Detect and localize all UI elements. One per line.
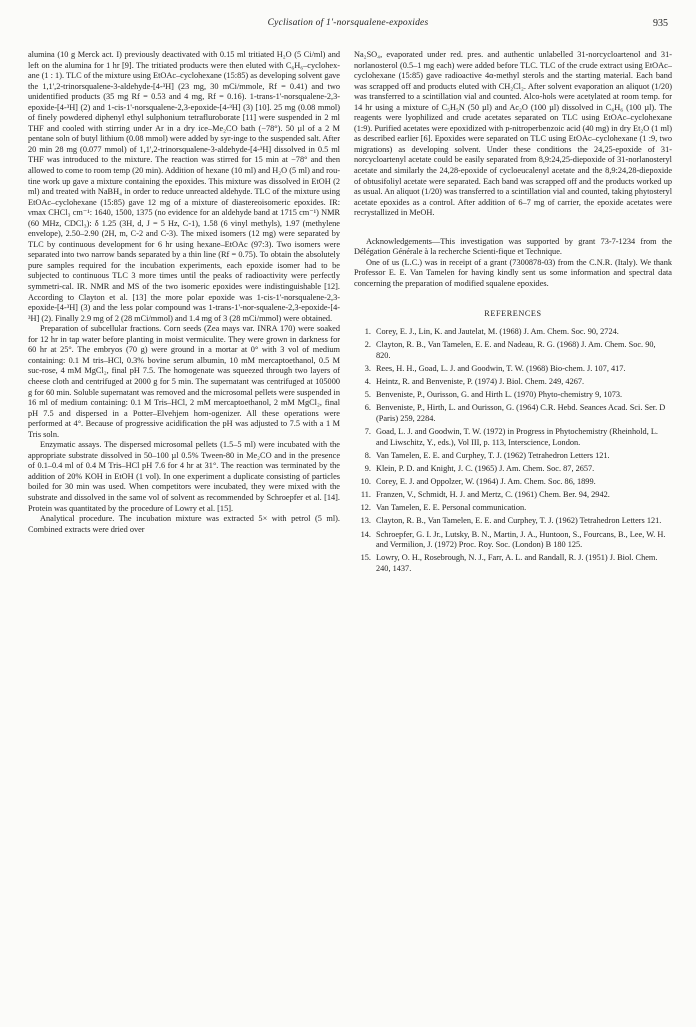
reference-item <box>354 490 672 501</box>
reference-number: 2. <box>364 340 371 350</box>
reference-item <box>354 327 672 338</box>
reference-number: 1. <box>364 327 371 337</box>
reference-item <box>354 364 672 375</box>
reference-list <box>354 327 672 574</box>
reference-text: Schroepfer, G. I. Jr., Lutsky, B. N., Martin, J. A., Huntoon, S., Fourcans, B., Lee, W. H. and Vermilion, J. (1972) Proc. Roy. Soc. (London) B 180 125. <box>376 529 666 550</box>
reference-number: 10. <box>360 476 371 486</box>
reference-item <box>354 516 672 527</box>
running-head <box>0 18 696 32</box>
reference-item <box>354 390 672 401</box>
reference-text: Benveniste, P., Hirth, L. and Ourisson, G. (1964) C.R. Hebd. Seances Acad. Sci. Ser. D (Paris) 259, 2284. <box>376 403 666 423</box>
reference-number: 12. <box>360 503 371 513</box>
reference-text: Van Tamelen, E. E. Personal communication. <box>376 503 527 513</box>
enzymatic-assays-paragraph: Enzymatic assays. The dispersed microsomal pellets (1.5–5 ml) were incubated with the appropriate substrate dissolved in 50–100 µl 0.5% Tween-80 in Me₂CO and in the presence of 0.1–0.4 ml of 0.4 M Tris–HCl pH 7.6 for 4 hr at 31°. The reaction was terminated by the addition of 20% KOH in EtOH (1 vol). In one experiment a duplicate consisting of particles boiled for 30 min was used. When competitors were incubated, they were mixed with the substrate and dissolved in the same vol of solvent as recommended by Schroepfer et al. [14]. Protein was quantitated by the procedure of Lowry et al. [15]. <box>28 440 340 513</box>
page-number: 935 <box>653 18 668 29</box>
reference-item <box>354 503 672 514</box>
reference-number: 14. <box>360 529 371 539</box>
reference-number: 8. <box>364 450 371 460</box>
reference-item <box>354 340 672 361</box>
reference-item <box>354 477 672 488</box>
reference-text: Goad, L. J. and Goodwin, T. W. (1972) in Progress in Phytochemistry (Rheinhold, L. and Liwschitz, Y., eds.), Vol III, p. 113, Interscience, London. <box>376 426 658 447</box>
reference-text: Rees, H. H., Goad, L. J. and Goodwin, T. W. (1968) Bio-chem. J. 107, 417. <box>376 363 626 373</box>
reference-text: Clayton, R. B., Van Tamelen, E. E. and Curphey, T. J. (1962) Tetrahedron Letters 121. <box>376 516 662 526</box>
reference-number: 5. <box>364 390 371 400</box>
reference-number: 6. <box>364 403 371 413</box>
reference-text: Lowry, O. H., Rosebrough, N. J., Farr, A. L. and Randall, R. J. (1951) J. Biol. Chem. 240, 1437. <box>376 553 658 573</box>
subcellular-fractions-paragraph: Preparation of subcellular fractions. Corn seeds (Zea mays var. INRA 170) were soaked for 12 hr in tap water before planting in moist vermiculite. They were grown in darkness for 60 hr at 25°. The embryos (70 g) were ground in a mortar at 0° with 3 vol of medium containing: 0.1 M tris–HCl, 0.3% bovine serum albumin, 10 mM mercaptoethanol, 0.5 M suc-rose, 4 mM MgCl₂, final pH 7.5. The homogenate was squeezed through two layers of cheese cloth and centrifuged at 2000 g for 5 min. The supernatant was centrifuged at 105000 g for 60 min. Soluble supernatant was removed and the microsomal pellets were suspended in 16 ml of medium containing: 0.1 M Tris–HCl, 2 mM mercaptoethanol, 2 mM MgCl₂, final pH 7.5 and dispersed in a Potter–Elvehjem hom-ogenizer. All these operations were performed at 4°. Because of progressive acidification the pH was adjusted to 7.5 with a 1 M Tris soln. <box>28 324 340 439</box>
reference-number: 13. <box>360 516 371 526</box>
reference-item <box>354 377 672 388</box>
reference-text: Klein, P. D. and Knight, J. C. (1965) J. Am. Chem. Soc. 87, 2657. <box>376 463 595 473</box>
reference-number: 15. <box>360 553 371 563</box>
reference-number: 11. <box>360 490 371 500</box>
experimental-paragraph: alumina (10 g Merck act. I) previously deactivated with 0.15 ml tritiated H₂O (5 Ci/ml) and left on the alumina for 1 hr [9]. The tritiated products were then eluted with C₆H₆–cyclohex-ane (1 : 1). TLC of the mixture using EtOAc–cyclohexane (15:85) as developing solvent gave the 1,1',2-trinorsqualene-3-aldehyde-[4-³H] (23 mg, 30 mCi/mmole, Rf = 0.41) and two unidentified products (35 mg Rf = 0.53 and 4 mg, Rf = 0.16). 1-trans-1'-norsqualene-2,3-epoxide-[4-³H] (2) and 1-cis-1'-norsqualene-2,3-epoxide-[4-³H] (3) [10]. 25 mg (0.08 mmol) of finely powdered diphenyl ethyl sulphonium tetrafluroborate [11] were suspended in 2 ml THF and cooled with stirring under Ar in a dry ice–Me₂CO bath (−78°). 50 µl of a 2 M pentane soln of butyl lithium (0.08 mmol) were added by syr-inge to the suspended salt. After 20 min 28 mg (0.077 mmol) of 1,1',2-trinorsqualene-3-aldehyde-[4-³H] dissolved in 0.5 ml THF was introduced to the mixture. The reaction was stirred for 15 min at −78° and then allowed to come to room temp (20 min). Addition of hexane (10 ml) and H₂O (5 ml) and rou-tine work up gave a mixture containing the epoxides. This mixture was dissolved in EtOH (2 ml) and treated with NaBH₄ in order to reduce unreacted aldehyde. TLC of the mixture using EtOAc–cyclohexane (15:85) gave 12 mg of a mixture of diastereoisomeric epoxides. IR: νmax CHCl₃ cm⁻¹: 1640, 1500, 1375 (no evidence for an aldehyde band at 1715 cm⁻¹) NMR (60 MHz, CDCl₃): δ 1.25 (3H, d, J = 5 Hz, C-1), 1.58 (6 vinyl methyls), 1.97 (methylene envelope), 2.50–2.90 (2H, m, C-2 and C-3). The mixed isomers (12 mg) were separated by TLC by continuous development for 6 hr using hexane–EtOAc (97:3). Two isomers were separated into two narrow bands separated by a thin line (Rf = 0.75). To obtain the absolutely pure samples required for the incubation experiments, each epoxide isomer had to be subjected to continuous TLC 3 more times until the peaks of radioactivity were perfectly symmetri-cal. IR. NMR and MS of the two isomeric epoxides were indistinguishable [12]. According to Clayton et al. [13] the more polar epoxide was 1-cis-1'-norsqualene-2,3-epoxide-[4-³H] (3) and the less polar compound was 1-trans-1'-nor-squalene-2,3-epoxide-[4-³H] (2). Finally 2.9 mg of 2 (28 mCi/mmol) and 1.4 mg of 3 (28 mCi/mmol) were obtained. <box>28 50 340 323</box>
reference-item <box>354 403 672 424</box>
left-column <box>28 50 340 1018</box>
reference-text: Corey, E. J., Lin, K. and Jautelat, M. (1968) J. Am. Chem. Soc. 90, 2724. <box>376 327 619 337</box>
running-title: Cyclisation of 1'-norsqualene-expoxides <box>267 18 429 28</box>
reference-text: Corey, E. J. and Oppolzer, W. (1964) J. Am. Chem. Soc. 86, 1899. <box>376 476 596 486</box>
reference-text: Heintz, R. and Benveniste, P. (1974) J. Biol. Chem. 249, 4267. <box>376 377 585 386</box>
analytical-procedure-paragraph: Analytical procedure. The incubation mixture was extracted 5× with petrol (5 ml). Combined extracts were dried over <box>28 514 340 534</box>
reference-number: 4. <box>364 377 371 386</box>
reference-item <box>354 464 672 475</box>
grant-note-paragraph: One of us (L.C.) was in receipt of a grant (7300878-03) from the C.N.R. (Italy). We thank Professor E. E. Van Tamelen for having kindly sent us some information and spectral data concerning the preparation of modified squalene epoxides. <box>354 257 672 288</box>
reference-text: Franzen, V., Schmidt, H. J. and Mertz, C. (1961) Chem. Ber. 94, 2942. <box>376 490 610 500</box>
reference-number: 3. <box>364 363 371 373</box>
reference-number: 7. <box>364 426 371 436</box>
reference-item <box>354 451 672 462</box>
reference-text: Van Tamelen, E. E. and Curphey, T. J. (1962) Tetrahedron Letters 121. <box>376 450 610 460</box>
reference-text: Clayton, R. B., Van Tamelen, E. E. and Nadeau, R. G. (1968) J. Am. Chem. Soc. 90, 820. <box>376 340 656 360</box>
reference-number: 9. <box>364 463 371 473</box>
right-column <box>354 50 672 1018</box>
reference-item <box>354 553 672 574</box>
reference-item <box>354 530 672 551</box>
analysis-continuation-paragraph: Na₂SO₄, evaporated under red. pres. and authentic unlabelled 31-norcycloartenol and 31-norlanosterol (0.5–1 mg each) were added before TLC. TLC of the crude extract using EtOAc–cyclohexane (15:85) gave radioactive 4α-methyl sterols and the starting material. Each band was scrapped off and products eluted with CH₂Cl₂. After solvent evaporation an aliquot (1/20) was transferred to a scintillation vial and counted. Alco-hols were acetylated at room temp. for 14 hr using a mixture of C₅H₅N (50 µl) and Ac₂O (100 µl) dissolved in C₆H₆ (100 µl). The reagents were lyophilized and crude acetates separated on TLC using EtOAc–cyclohexane (1:9). Purified acetates were epoxidized with p-nitroperbenzoic acid (40 mg) in dry Et₂O (1 ml) as described earlier [6]. Epoxides were separated on TLC using EtOAc–cyclohexane (1 :9, two migrations) as developing solvent. Under these conditions the 24,25-epoxide of 31-norcycloartenyl acetate could be easily separated from 8,9:24,25-diepoxide of 31-norlanosteryl acetate and similarly the 24,28-epoxide of cycloeucalenyl acetate and the 8,9:24,28-diepoxide of obtusifoliyl acetate were separated. Each band was scrapped off and the products worked up as usual. An aliquot (1/20) was transferred to a scintillation vial and counted, taking phytosteryl acetate epoxides as a control. After addition of 6–7 mg of carrier, the epoxide acetates were recrystallized in MeOH. <box>354 50 672 218</box>
reference-item <box>354 427 672 448</box>
references-heading: REFERENCES <box>484 309 542 319</box>
acknowledgements-paragraph: Acknowledgements—This investigation was supported by grant 73-7-1234 from the Délégation Générale à la recherche Scienti-fique et Technique. <box>354 236 672 257</box>
reference-text: Benveniste, P., Ourisson, G. and Hirth L. (1970) Phyto-chemistry 9, 1073. <box>376 390 623 400</box>
